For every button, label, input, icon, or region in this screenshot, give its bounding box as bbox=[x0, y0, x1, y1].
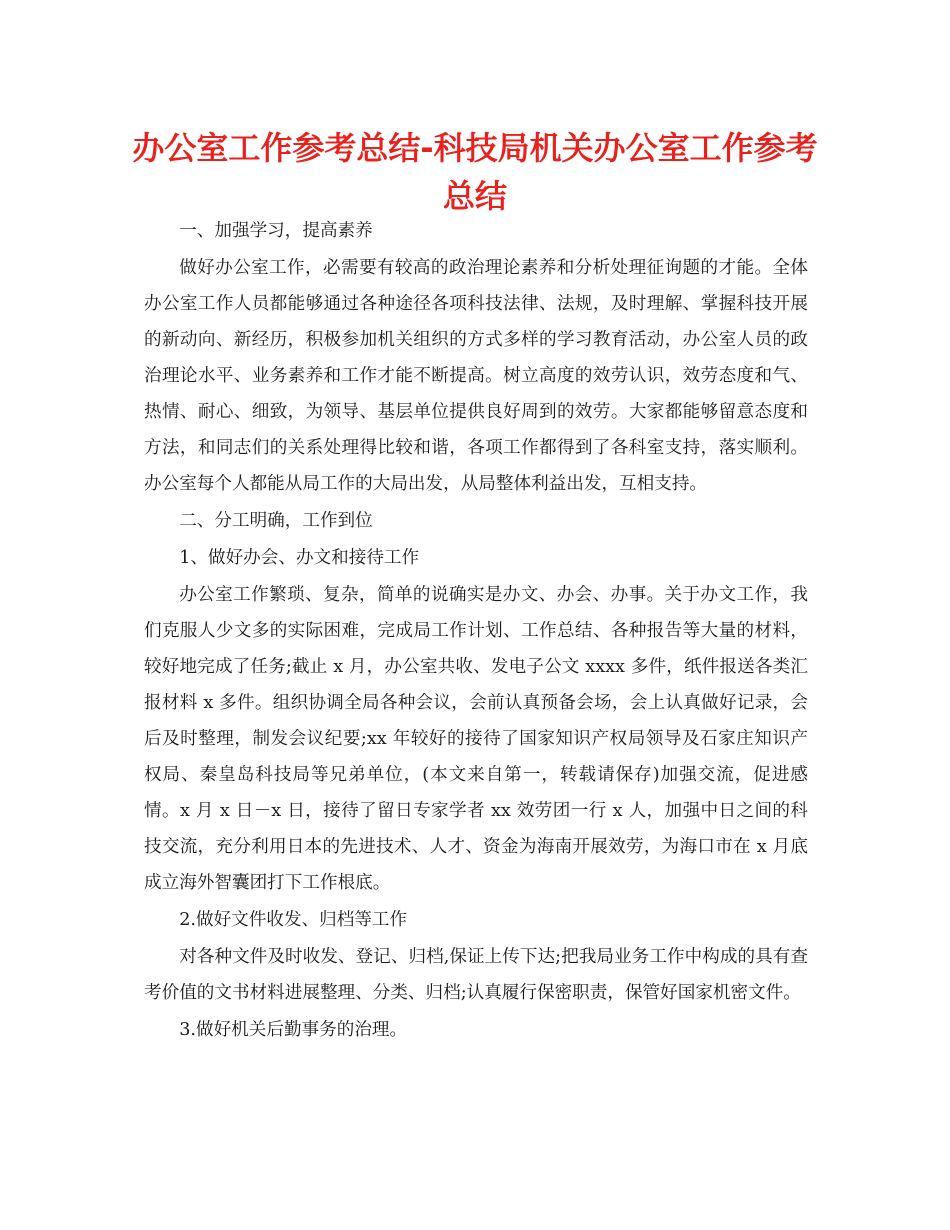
body-paragraph: 做好办公室工作，必需要有较高的政治理论素养和分析处理征询题的才能。全体办公室工作人员都能够通过各种途径各项科技法律、法规，及时理解、掌握科技开展的新动向、新经历，积极参加机关组织的方式多样的学习教育活动，办公室人员的政治理论水平、业务素养和工作才能不断提高。树立高度的效劳认识，效劳态度和气、热情、耐心、细致，为领导、基层单位提供良好周到的效劳。大家都能够留意态度和方法，和同志们的关系处理得比较和谐，各项工作都得到了各科室支持，落实顺利。办公室每个人都能从局工作的大局出发，从局整体利益出发，互相支持。 bbox=[144, 258, 808, 494]
subsection-heading: 2.做好文件收发、归档等工作 bbox=[179, 910, 408, 930]
body-paragraph: 办公室工作繁琐、复杂，简单的说确实是办文、办会、办事。关于办文工作，我们克服人少文多的实际困难，完成局工作计划、工作总结、各种报告等大量的材料，较好地完成了任务;截止 x 月，办公室共收、发电子公文 xxxx 多件，纸件报送各类汇报材料 x 多件。组织协调全局各种会议，会前认真预备会场，会上认真做好记录，会后及时整理，制发会议纪要;xx 年较好的接待了国家知识产权局领导及石家庄知识产权局、秦皇岛科技局等兄弟单位，(本文来自第一，转载请保存)加强交流，促进感情。x 月 x 日－x 日，接待了留日专家学者 xx 效劳团一行 x 人，加强中日之间的科技交流，充分利用日本的先进技术、人才、资金为海南开展效劳，为海口市在 x 月底成立海外智囊团打下工作根底。 bbox=[144, 585, 808, 893]
document-body bbox=[144, 213, 808, 1049]
section-heading: 一、加强学习，提高素养 bbox=[179, 221, 373, 241]
subsection-heading: 1、做好办会、办文和接待工作 bbox=[179, 548, 420, 568]
subsection-heading: 3.做好机关后勤事务的治理。 bbox=[179, 1020, 408, 1040]
document-title: 办公室工作参考总结-科技局机关办公室工作参考总结 bbox=[132, 129, 818, 215]
section-heading: 二、分工明确，工作到位 bbox=[179, 511, 373, 531]
body-paragraph: 对各种文件及时收发、登记、归档,保证上传下达;把我局业务工作中构成的具有查考价值的文书材料进展整理、分类、归档;认真履行保密职责，保管好国家机密文件。 bbox=[144, 947, 808, 1003]
